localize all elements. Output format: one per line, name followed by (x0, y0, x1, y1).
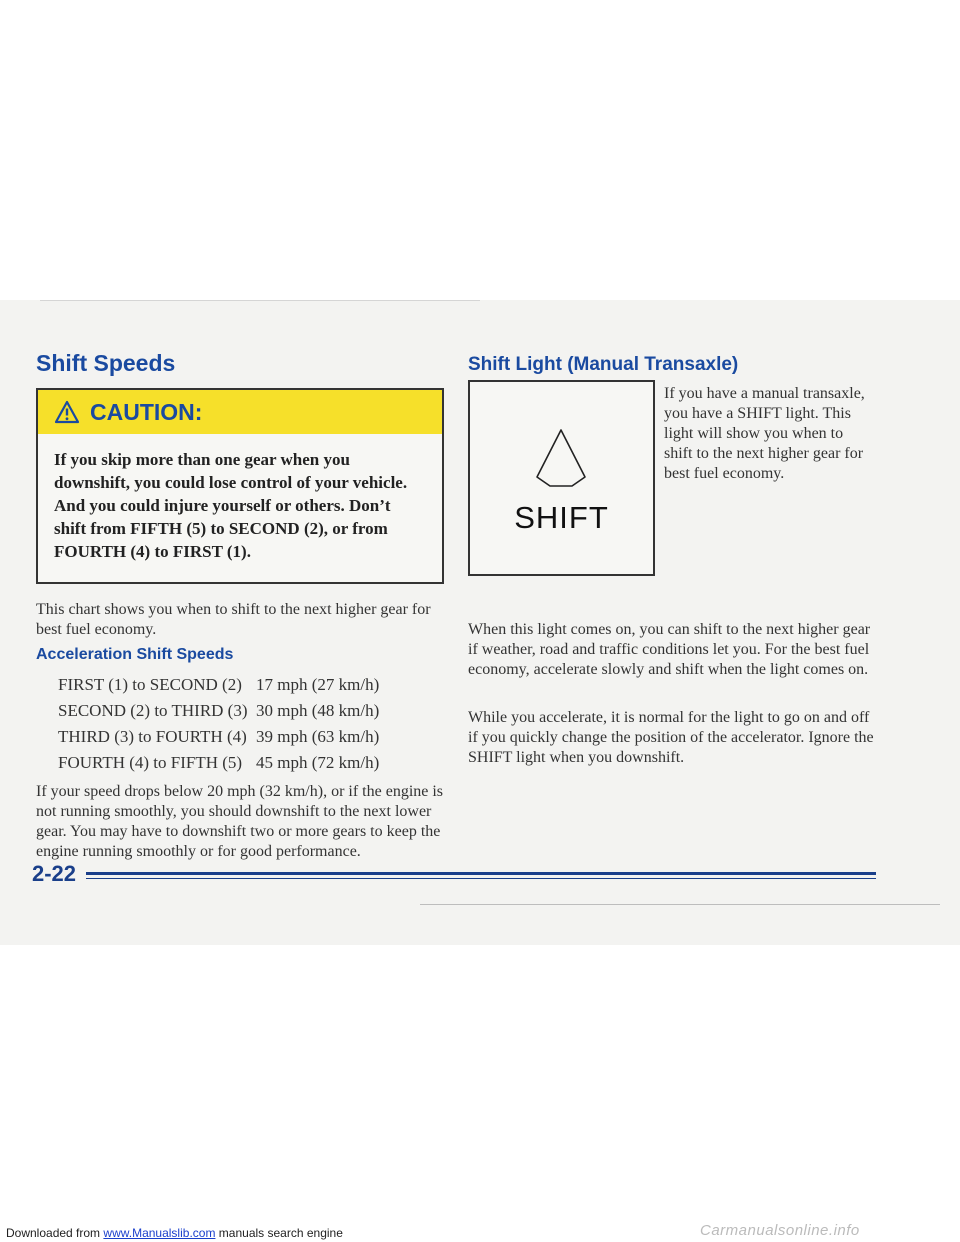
manualslib-link[interactable]: www.Manualslib.com (103, 1226, 216, 1240)
gear-change: SECOND (2) to THIRD (3) (58, 701, 248, 720)
shift-light-usage-text: When this light comes on, you can shift to the next higher gear if weather, road and traffic conditions let you. For the best fuel economy, accelerate slowly and shift when the light comes on. (468, 621, 871, 678)
top-divider (40, 300, 480, 301)
watermark-prefix: Downloaded from (6, 1226, 101, 1240)
shift-light-heading: Shift Light (Manual Transaxle) (468, 354, 739, 375)
manual-page (0, 300, 960, 945)
bottom-rule (420, 904, 940, 905)
shift-speed: 39 mph (63 km/h) (256, 727, 380, 746)
caution-box (36, 388, 444, 584)
footer-rule (86, 872, 876, 875)
shift-light-label: SHIFT (514, 500, 609, 535)
caution-text: If you skip more than one gear when you downshift, you could lose control of your vehicle. And you could injure yourself or others. Don’t shift from FIFTH (5) to SECOND (2), or from FOURTH (4) to FIRST (1). (54, 450, 408, 561)
page-number: 2-22 (32, 861, 77, 886)
table-row (58, 724, 418, 750)
gear-change: FIRST (1) to SECOND (2) (58, 675, 242, 694)
shift-speed: 30 mph (48 km/h) (256, 701, 380, 720)
watermark-suffix: manuals search engine (218, 1226, 343, 1240)
downshift-text: If your speed drops below 20 mph (32 km/h), or if the engine is not running smoothly, you should downshift to the next lower gear. You may have to downshift two or more gears to keep the engine running smoothly or for good performance. (36, 783, 444, 860)
shift-speed: 45 mph (72 km/h) (256, 753, 380, 772)
footer-rule-thin (86, 878, 876, 879)
shift-light-description: If you have a manual transaxle, you have a SHIFT light. This light will show you when to shift to the next higher gear for best fuel economy. (664, 385, 865, 482)
shift-arrow-icon (470, 382, 653, 492)
shift-speeds-table (58, 672, 418, 776)
acceleration-shift-speeds-heading: Acceleration Shift Speeds (36, 646, 234, 663)
shift-light-note-text: While you accelerate, it is normal for the light to go on and off if you quickly change the position of the accelerator. Ignore the SHIFT light when you downshift. (468, 709, 874, 766)
table-row (58, 672, 418, 698)
shift-light-illustration (468, 380, 655, 576)
caution-banner (38, 390, 442, 434)
carmanualsonline-brand: Carmanualsonline.info (700, 1222, 860, 1239)
chart-intro-text: This chart shows you when to shift to the next higher gear for best fuel economy. (36, 601, 431, 638)
shift-speeds-heading: Shift Speeds (36, 350, 176, 376)
caution-title: CAUTION: (90, 398, 203, 425)
download-watermark (6, 1226, 343, 1240)
gear-change: THIRD (3) to FOURTH (4) (58, 727, 247, 746)
gear-change: FOURTH (4) to FIFTH (5) (58, 753, 243, 772)
warning-triangle-icon (54, 400, 80, 424)
shift-speed: 17 mph (27 km/h) (256, 675, 380, 694)
table-row (58, 750, 418, 776)
table-row (58, 698, 418, 724)
